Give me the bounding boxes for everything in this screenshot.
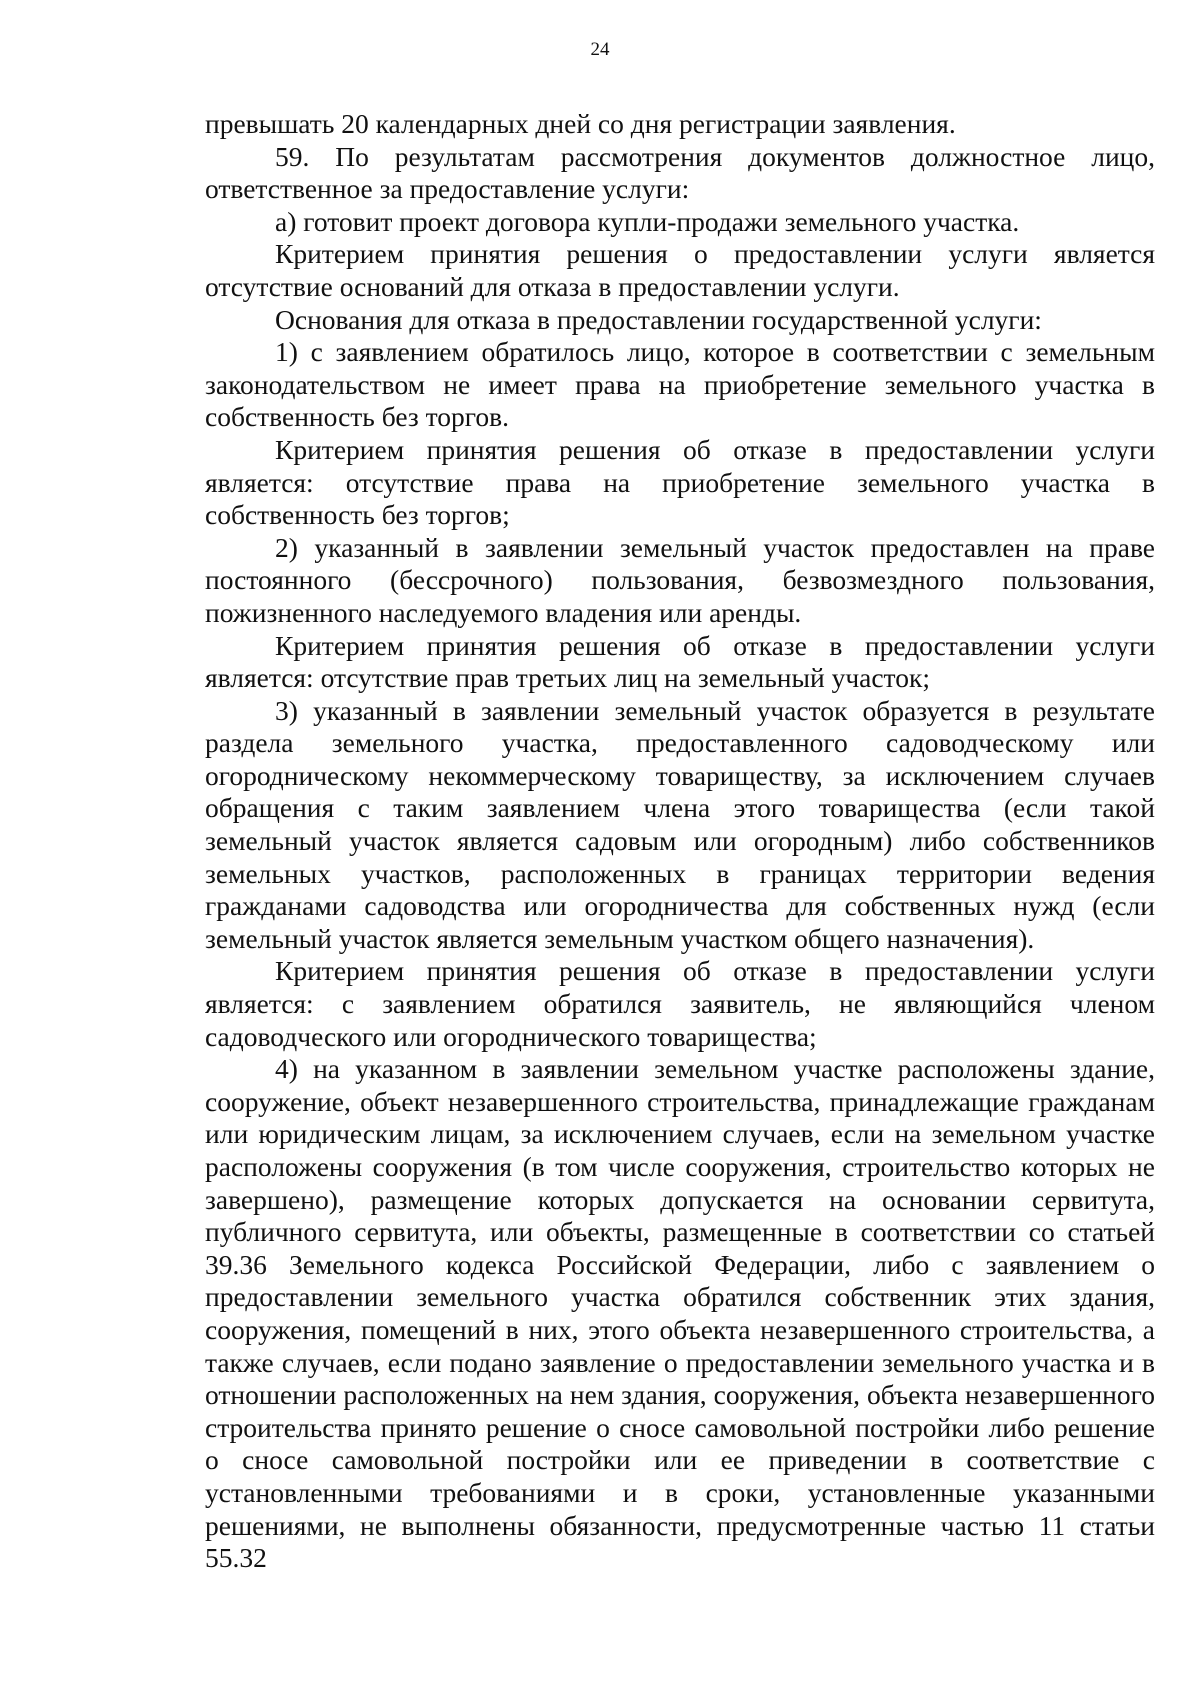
paragraph-item-59: 59. По результатам рассмотрения документов должностное лицо, ответственное за предоставление услуги:	[205, 140, 1155, 205]
document-body	[205, 108, 1155, 1575]
paragraph-criterion-refusal-3: Критерием принятия решения об отказе в предоставлении услуги является: с заявлением обратился заявитель, не являющийся членом садоводческого или огороднического товарищества;	[205, 955, 1155, 1052]
paragraph-continuation: превышать 20 календарных дней со дня регистрации заявления.	[205, 108, 956, 139]
paragraph-ground-1: 1) с заявлением обратилось лицо, которое в соответствии с земельным законодательством не имеет права на приобретение земельного участка в собственность без торгов.	[205, 336, 1155, 433]
paragraph-ground-3: 3) указанный в заявлении земельный участок образуется в результате раздела земельного участка, предоставленного садоводческому или огородническому некоммерческому товариществу, за исключением случаев обращения с таким заявлением члена этого товарищества (если такой земельный участок является садовым или огородным) либо собственников земельных участков, расположенных в границах территории ведения гражданами садоводства или огородничества для собственных нужд (если земельный участок является земельным участком общего назначения).	[205, 694, 1155, 954]
paragraph-ground-2: 2) указанный в заявлении земельный участок предоставлен на праве постоянного (бессрочного) пользования, безвозмездного пользования, пожизненного наследуемого владения или аренды.	[205, 531, 1155, 628]
paragraph-criterion-refusal-2: Критерием принятия решения об отказе в предоставлении услуги является: отсутствие прав третьих лиц на земельный участок;	[205, 629, 1155, 694]
paragraph-refusal-grounds-heading: Основания для отказа в предоставлении государственной услуги:	[275, 303, 1042, 335]
page-number: 24	[590, 39, 610, 60]
paragraph-criterion-grant: Критерием принятия решения о предоставлении услуги является отсутствие оснований для отказа в предоставлении услуги.	[205, 238, 1155, 302]
paragraph-subitem-a: а) готовит проект договора купли-продажи земельного участка.	[275, 205, 1020, 237]
paragraph-ground-4: 4) на указанном в заявлении земельном участке расположены здание, сооружение, объект незавершенного строительства, принадлежащие гражданам или юридическим лицам, за исключением случаев, если на земельном участке расположены сооружения (в том числе сооружения, строительство которых не завершено), размещение которых допускается на основании сервитута, публичного сервитута, или объекты, размещенные в соответствии со статьей 39.36 Земельного кодекса Российской Федерации, либо с заявлением о предоставлении земельного участка обратился собственник этих здания, сооружения, помещений в них, этого объекта незавершенного строительства, а также случаев, если подано заявление о предоставлении земельного участка и в отношении расположенных на нем здания, сооружения, объекта незавершенного строительства принято решение о сносе самовольной постройки либо решение о сносе самовольной постройки или ее приведении в соответствие с установленными требованиями и в сроки, установленные указанными решениями, не выполнены обязанности, предусмотренные частью 11 статьи 55.32	[205, 1053, 1155, 1574]
paragraph-criterion-refusal-1: Критерием принятия решения об отказе в предоставлении услуги является: отсутствие права на приобретение земельного участка в собственность без торгов;	[205, 433, 1155, 531]
